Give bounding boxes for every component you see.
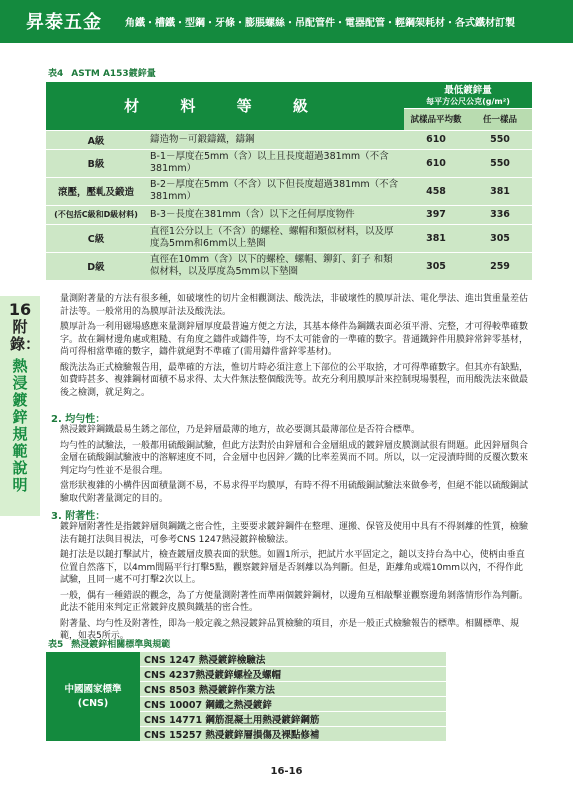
desc-cell: 鑄造物－可鍛鑄鐵，鑄鋼	[146, 130, 404, 149]
body-text-block-3	[60, 521, 530, 646]
section-heading-adhesion: 3. 附著性：	[51, 511, 106, 522]
standard-cell: CNS 1247 熱浸鍍鋅檢驗法	[140, 652, 446, 667]
table4-head-max	[404, 82, 532, 108]
standard-cell: CNS 15257 熱浸鍍鋅層損傷及裸點修補	[140, 727, 446, 742]
table-row	[46, 177, 532, 205]
grade-cell: C級	[46, 224, 146, 252]
desc-cell: B-1－厚度在5mm（含）以上且長度超過381mm（不含381mm）	[146, 149, 404, 177]
page-header	[0, 0, 573, 43]
table4-caption-text: ASTM A153鍍鋅量	[71, 69, 156, 79]
chapter-number: 16	[8, 300, 32, 319]
table-row	[46, 252, 532, 280]
any-cell: 336	[468, 205, 532, 224]
any-cell: 305	[468, 224, 532, 252]
avg-cell: 458	[404, 177, 468, 205]
body-text-block-2	[60, 424, 530, 508]
standard-cell: CNS 4237熱浸鍍鋅螺栓及螺帽	[140, 667, 446, 682]
table-row	[46, 224, 532, 252]
table4-caption	[48, 66, 156, 79]
paragraph: 膜厚計為一利用磁場感應來量測鋅層厚度最普遍方便之方法，其基本條件為鋼鐵表面必須平滑、完整，才可得較準確數字。故在鋼材邊角處或粗糙、有角度之鑄件或鑄件等，均不太可能會的一準確的數字。普通鐵鋅件用膜鋅常鋅零基材，尚可得相當準確的數字，鑄件就絕對不準確了(需用鑄件當鋅零基材)。	[60, 322, 529, 357]
table-row	[46, 652, 446, 667]
grade-cell: 滾壓，壓軋及鍛造	[46, 177, 146, 205]
paragraph: 均勻性的試驗法，一般都用硫酸銅試驗，但此方法對於由鋅層和合金層組成的鍍鋅層皮膜測試很有問題。此因鋅層與合金層在硫酸銅試驗液中的溶解速度不同，合金層中也因鋅／鐵的比率差異而不同。所以，以一定浸漬時間的反覆次數來判定均勻性並不是很合理。	[60, 440, 529, 476]
grade-cell: A級	[46, 130, 146, 149]
paragraph: 附著量、均勻性及附著性，即為一般定義之熱浸鍍鋅品質檢驗的項目，亦是一般正式檢驗報告的標準。相關標準、規範，如表5所示。	[60, 618, 520, 641]
standard-cell: CNS 14771 鋼筋混凝土用熱浸鍍鋅鋼筋	[140, 712, 446, 727]
grade-cell: (不包括C級和D級材料)	[46, 205, 146, 224]
table4-caption-number: 表4	[48, 69, 64, 79]
brand-name: 昇泰五金	[26, 12, 102, 33]
body-text-block-1	[60, 293, 530, 402]
table5-standards	[46, 652, 446, 742]
table4-head-max-label: 最低鍍鋅量	[444, 85, 492, 97]
avg-cell: 305	[404, 252, 468, 280]
paragraph: 熱浸鍍鋅鋼鐵最易生銹之部位，乃是鋅層最薄的地方，故必要測其最薄部位是否符合標準。	[60, 425, 421, 435]
desc-cell: B-3－長度在381mm（含）以下之任何厚度物件	[146, 205, 404, 224]
desc-cell: B-2－厚度在5mm（不含）以下但長度超過381mm（不含381mm）	[146, 177, 404, 205]
org-cell: 中國國家標準(CNS)	[46, 652, 140, 742]
any-cell: 550	[468, 149, 532, 177]
paragraph: 鎚打法是以鎚打擊試片，檢查鍍層皮膜表面的狀態。如圖1所示，把試片水平固定之，鎚以支持台為中心，使柄由垂直位置自然落下，以4mm間隔平行打擊5點，觀察鍍鋅層是否剝離以為判斷。但是，距離角或端10mm以內，不得作此試驗，且同一處不可打擊2次以上。	[60, 550, 525, 585]
standard-cell: CNS 8503 熱浸鍍鋅作業方法	[140, 682, 446, 697]
table5-caption	[48, 637, 170, 650]
table4-zinc-coating	[46, 82, 532, 281]
any-cell: 550	[468, 130, 532, 149]
page-number: 16-16	[270, 766, 303, 777]
chapter-title: 熱浸鍍鋅規範說明	[12, 357, 28, 494]
paragraph: 量測附著量的方法有很多種，如破壞性的切片金相觀測法、酸洗法，非破壞性的膜厚計法、電化學法、進出貨重量差估計法等。一般常用的為膜厚計法及酸洗法。	[60, 294, 529, 317]
paragraph: 一般，偶有一種錯誤的觀念，為了方便量測附著性而準兩個鍍鋅鋼材，以邊角互相敲擊並觀察邊角剝落情形作為判斷。此法不能用來判定正常鍍鋅皮膜與鐵基的密合性。	[60, 590, 529, 613]
table5-caption-text: 熱浸鍍鋅相關標準與規範	[71, 640, 171, 650]
avg-cell: 397	[404, 205, 468, 224]
table5-caption-number: 表5	[48, 640, 64, 650]
table4-head-avg: 試樣品平均數	[404, 108, 468, 130]
avg-cell: 381	[404, 224, 468, 252]
avg-cell: 610	[404, 149, 468, 177]
table4-head-unit: 每平方公尺公克(g/m²)	[426, 97, 510, 107]
grade-cell: B級	[46, 149, 146, 177]
table4-head-any: 任一樣品	[468, 108, 532, 130]
desc-cell: 直徑1公分以上（不含）的螺栓、螺帽和類似材料，以及厚度為5mm和6mm以上墊圈	[146, 224, 404, 252]
table-row	[46, 205, 532, 224]
paragraph: 當形狀複雜的小構件因面積量測不易，不易求得平均膜厚，有時不得不用硫酸銅試驗法來做參考，但絕不能以硫酸銅試驗取代附著量測定的目的。	[60, 481, 529, 504]
any-cell: 381	[468, 177, 532, 205]
brand-tagline: 角鐵・槽鐵・型鋼・牙條・膨脹螺絲・吊配管件・電器配管・輕鋼架耗材・各式鐵材訂製	[125, 18, 515, 29]
paragraph: 鍍鋅層附著性是指鍍鋅層與鋼鐵之密合性，主要要求鍍鋅鋼件在整理、運搬、保管及使用中具有不得剝離的性質，檢驗法有鎚打法與目視法，可參考CNS 1247熱浸鍍鋅檢驗法。	[60, 522, 529, 545]
paragraph: 酸洗法為正式檢驗報告用，最準確的方法，惟切片時必須注意上下部位的公平取捨，才可得準確數字。但其亦有缺點，如費時甚多、複雜鋼材面積不易求得、太大件無法整個酸洗等。故充分利用膜厚計來控制現場製程，而用酸洗法來做最後之檢測，就足夠之。	[60, 362, 529, 398]
chapter-category: 附錄：	[10, 318, 41, 353]
grade-cell: D級	[46, 252, 146, 280]
desc-cell: 直徑在10mm（含）以下的螺栓、螺帽、鉚釘、釘子 和類似材料，以及厚度為5mm以下墊圈	[146, 252, 404, 280]
standard-cell: CNS 10007 鋼鐵之熱浸鍍鋅	[140, 697, 446, 712]
section-heading-uniformity: 2. 均勻性：	[51, 414, 106, 425]
avg-cell: 610	[404, 130, 468, 149]
any-cell: 259	[468, 252, 532, 280]
table-row	[46, 130, 532, 149]
table4-head-title: 材 料 等 級	[46, 82, 404, 130]
table-row	[46, 149, 532, 177]
